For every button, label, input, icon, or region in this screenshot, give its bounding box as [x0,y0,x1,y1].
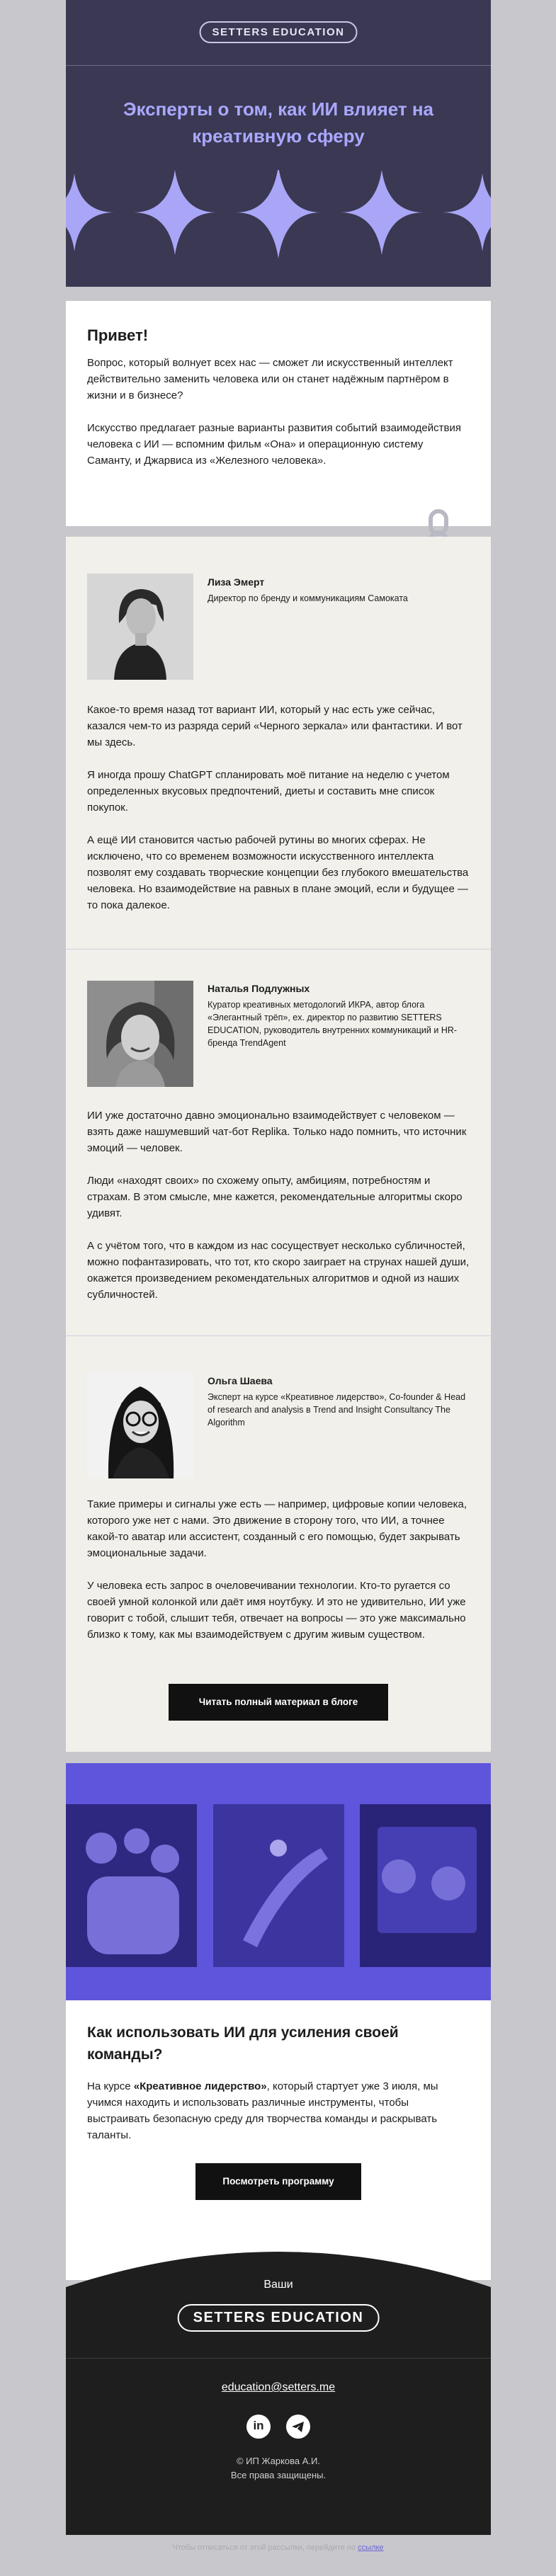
greeting-card [66,301,491,526]
header-divider [66,65,491,66]
brand-logo[interactable]: SETTERS EDUCATION [200,21,358,43]
expert-name: Ольга Шаева [208,1375,273,1386]
footer-logo[interactable]: SETTERS EDUCATION [178,2304,380,2332]
course-banner [66,1763,491,2000]
expert-paragraph: У человека есть запрос в очеловечивании технологии. Кто-то ругается со своей умной колонкой или даёт имя ноутбуку. И это не удивительно, ИИ уже говорит с тобой, слышит тебя, отвечает на вопросы — это уже максимально близко к тому, как мы взаимодействуем с другим живым существом. [87,1580,466,1641]
footer-yours: Ваши [263,2279,293,2291]
experts-section [66,537,491,1752]
linkedin-icon[interactable]: in [246,2415,271,2439]
rights-text: Все права защищены. [230,2470,327,2480]
expert-name: Лиза Эмерт [208,576,265,588]
telegram-icon[interactable] [286,2415,310,2439]
expert-paragraph: А ещё ИИ становится частью рабочей рутины во многих сферах. Не исключено, что со временем возможности искусственного интеллекта позволят ему создавать творческие концепции без глубокого вмешательства человека. Но взаимодействие на равных в плане эмоций, если и будущее — то пока далекое. [87,834,469,911]
email-header [66,0,491,287]
read-blog-button[interactable]: Читать полный материал в блоге [169,1684,388,1721]
sparkle-stars-decoration [66,170,491,287]
course-photo-collage [66,1763,491,2000]
greeting-heading: Привет! [87,326,149,344]
expert-separator [66,949,491,950]
view-program-button[interactable]: Посмотреть программу [195,2163,361,2200]
expert-name: Наталья Подлужных [208,983,310,994]
expert-paragraph: Такие примеры и сигналы уже есть — например, цифровые копии человека, которого уже нет с нами. Это движение в сторону того, что ИИ, а точнее какой-то аватар или ассистент, созданный с его помощью, будет закрывать эмоциональные задачи. [87,1498,467,1559]
expert-role: Куратор креативных методологий ИКРА, автор блога «Элегантный трёп», ex. директор по развитию SETTERS EDUCATION, руководитель внутренних коммуникаций и HR-бренда TrendAgent [208,1000,458,1048]
course-heading: Как использовать ИИ для усиления своей команды? [87,2024,399,2063]
header-title: Эксперты о том, как ИИ влияет на креативную сферу [123,98,434,147]
expert-photo [87,1372,193,1478]
expert-photo [87,981,193,1087]
expert-separator [66,1335,491,1336]
footer-email-link[interactable]: education@setters.me [221,2381,336,2393]
expert-photo [87,574,193,680]
expert-paragraph: Я иногда прошу ChatGPT спланировать моё питание на неделю с учетом определенных вкусовых предпочтений, диеты и составить мне список покупок. [87,769,450,814]
email-footer [66,2245,491,2535]
unsubscribe-note: Чтобы отписаться от этой рассылки, перейдите по ссылке [172,2543,384,2552]
footer-divider [66,2358,491,2359]
unsubscribe-link[interactable]: ссылке [358,2543,384,2552]
greeting-paragraph: Вопрос, который волнует всех нас — сможет ли искусственный интеллект действительно заменить человека или он станет надёжным партнёром в жизни и в бизнесе? [87,357,453,401]
expert-paragraph: Люди «находят своих» по схожему опыту, амбициям, потребностям и страхам. В этом смысле, мне кажется, рекомендательные алгоритмы скоро удивят. [87,1175,463,1219]
course-paragraph: На курсе «Креативное лидерство», который стартует уже 3 июля, мы учимся находить и использовать различные инструменты, чтобы выстраивать безопасную среду для творчества команды и раскрывать таланты. [87,2080,438,2141]
expert-paragraph: ИИ уже достаточно давно эмоционально взаимодействует с человеком — взять даже нашумевший чат-бот Replika. Только надо помнить, что источник эмоций — человек. [87,1110,467,1154]
expert-paragraph: Какое-то время назад тот вариант ИИ, который у нас есть уже сейчас, казался чем-то из разряда серий «Черного зеркала» или фантастики. И вот мы здесь. [87,704,463,748]
expert-role: Директор по бренду и коммуникациям Самоката [208,593,408,603]
course-name[interactable]: «Креативное лидерство» [133,2080,267,2092]
copyright-text: © ИП Жаркова А.И. [236,2456,320,2466]
expert-paragraph: А с учётом того, что в каждом из нас сосуществует несколько субличностей, можно пофантазировать, что тот, кто скоро заиграет на струнах нашей души, окажется произведением рекомендательных алгоритмов и одной из наших субличностей. [87,1240,470,1301]
course-card [66,2000,491,2280]
expert-role: Эксперт на курсе «Креативное лидерство», Co-founder & Head of research and analysis в Trend and Insight Consultancy The Algorithm [208,1392,466,1427]
greeting-paragraph: Искусство предлагает разные варианты развития событий взаимодействия человека с ИИ — вспомним фильм «Она» и операционную систему Саманту, и Джарвиса из «Железного человека». [87,422,461,467]
